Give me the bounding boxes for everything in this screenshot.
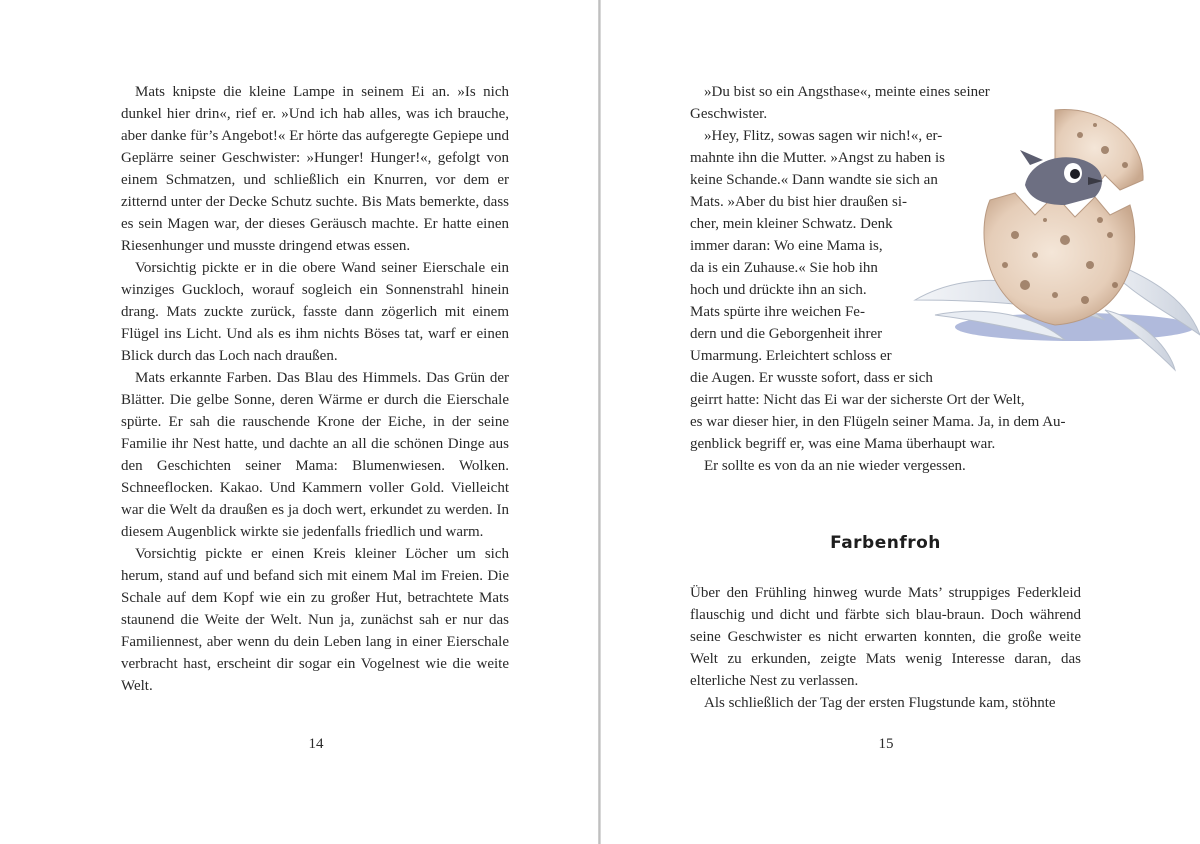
right-page-text-continued: [690, 582, 1081, 714]
text-line: Mats spürte ihre weichen Fe-: [690, 304, 865, 320]
text-line: hoch und drückte ihn an sich.: [690, 282, 867, 298]
text-line: »Du bist so ein Angsthase«, meinte eines seiner: [704, 84, 990, 100]
paragraph: Über den Frühling hinweg wurde Mats’ struppiges Federkleid flauschig und dicht und färbte sich blau-braun. Doch während seine Geschwister es nicht erwarten konnten, die große weite Welt zu erkunden, zeigte Mats wenig Interesse daran, das elterliche Nest zu verlassen.: [690, 585, 1081, 689]
paragraph: Mats knipste die kleine Lampe in seinem Ei an. »Is nich dunkel hier drin«, rief er. »Und ich hab alles, was ich brauche, aber danke für’s Angebot!« Er hörte das aufgeregte Gepiepe und Geplärre seiner Geschwister: »Hunger! Hunger!«, gefolgt von einem Schmatzen, und schließlich ein Knurren, vor dem er zitternd unter der Decke Schutz suchte. Bis Mats bemerkte, dass es sein Magen war, der dieses Geräusch machte. Er hatte einen Riesenhunger und musste dringend etwas essen.: [121, 84, 509, 254]
text-line: mahnte ihn die Mutter. »Angst zu haben is: [690, 150, 945, 166]
right-page-text: [690, 81, 1090, 477]
text-line: es war dieser hier, in den Flügeln seiner Mama. Ja, in dem Au-: [690, 414, 1066, 430]
text-line: »Hey, Flitz, sowas sagen wir nich!«, er-: [704, 128, 943, 144]
text-line: Er sollte es von da an nie wieder vergessen.: [704, 458, 966, 474]
chapter-heading: Farbenfroh: [830, 533, 941, 553]
paragraph: Mats erkannte Farben. Das Blau des Himmels. Das Grün der Blätter. Die gelbe Sonne, deren Wärme er durch die Eierschale spürte. Er sah die rauschende Krone der Eiche, in der seine Familie ihr Nest hatte, und dachte an all die schönen Dinge aus den Geschichten seiner Mama: Blumenwiesen. Wolken. Schneeflocken. Kakao. Und Kammern voller Gold. Vielleicht war die Welt da draußen es ja doch wert, erkundet zu werden. In diesem Augenblick wirkte sie jedenfalls friedlich und warm.: [121, 370, 509, 540]
text-line: keine Schande.« Dann wandte sie sich an: [690, 172, 938, 188]
text-line: Mats. »Aber du bist hier draußen si-: [690, 194, 908, 210]
text-line: dern und die Geborgenheit ihrer: [690, 326, 883, 342]
text-line: da is ein Zuhause.« Sie hob ihn: [690, 260, 878, 276]
text-line: Umarmung. Erleichtert schloss er: [690, 348, 892, 364]
page-number: 15: [878, 736, 894, 752]
text-line: immer daran: Wo eine Mama is,: [690, 238, 883, 254]
page-number: 14: [308, 736, 324, 752]
text-line: cher, mein kleiner Schwatz. Denk: [690, 216, 893, 232]
left-page-text: [121, 81, 509, 697]
paragraph: Als schließlich der Tag der ersten Flugstunde kam, stöhnte: [704, 695, 1056, 711]
text-line: geirrt hatte: Nicht das Ei war der sicherste Ort der Welt,: [690, 392, 1025, 408]
text-line: genblick begriff er, was eine Mama überhaupt war.: [690, 436, 996, 452]
text-line: die Augen. Er wusste sofort, dass er sich: [690, 370, 933, 386]
paragraph: Vorsichtig pickte er in die obere Wand seiner Eierschale ein winziges Guckloch, worauf sogleich ein Sonnenstrahl hinein drang. Mats zuckte zurück, fasste dann zögerlich mit einem Flügel ins Licht. Und als es ihm nichts Böses tat, warf er einen Blick durch das Loch nach draußen.: [121, 260, 509, 364]
paragraph: Vorsichtig pickte er einen Kreis kleiner Löcher um sich herum, stand auf und befand sich mit einem Mal im Freien. Die Schale auf dem Kopf wie ein zu großer Hut, betrachtete Mats staunend die Weite der Welt. Nun ja, zunächst sah er nur das Familiennest, aber wenn du dein Leben lang in einer Eierschale verbracht hast, erscheint dir sogar ein Vogelnest wie die weite Welt.: [121, 546, 509, 694]
text-line: Geschwister.: [690, 106, 768, 122]
